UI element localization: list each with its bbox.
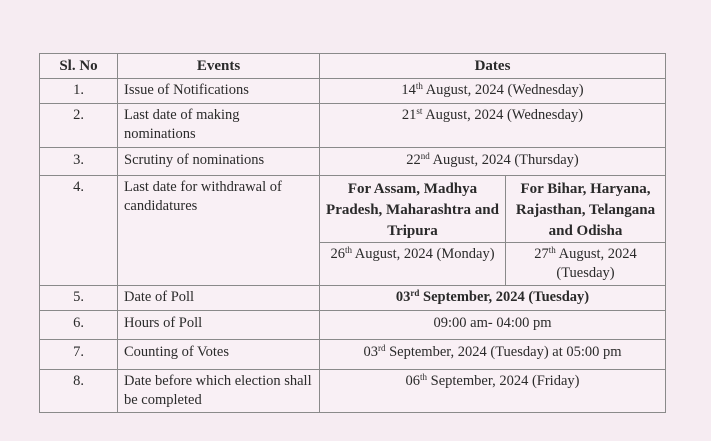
table-row — [40, 104, 666, 148]
date-suffix: st — [416, 106, 423, 116]
state-group-b-label: For Bihar, Haryana, Rajasthan, Telangana and Odisha — [506, 176, 666, 243]
date-day: 27 — [534, 246, 549, 262]
event-cell: Hours of Poll — [118, 311, 320, 340]
date-rest: August, 2024 (Monday) — [351, 246, 495, 262]
state-group-a-label: For Assam, Madhya Pradesh, Maharashtra and Tripura — [320, 176, 506, 243]
date-suffix: th — [420, 372, 428, 382]
date-suffix: rd — [410, 288, 420, 298]
date-day: 03 — [363, 344, 378, 360]
date-cell — [320, 79, 666, 104]
date-day: 14 — [401, 82, 416, 98]
table-row — [40, 148, 666, 176]
state-group-a-date — [320, 243, 506, 286]
date-rest: September, 2024 (Tuesday) — [419, 289, 590, 305]
table-row — [40, 340, 666, 370]
date-day: 26 — [330, 246, 345, 262]
sl-no-cell: 2. — [40, 104, 118, 148]
table-row — [40, 286, 666, 311]
header-row — [40, 54, 666, 79]
date-day: 21 — [401, 107, 417, 123]
date-cell — [320, 370, 666, 413]
table-row — [40, 176, 666, 243]
date-suffix: th — [415, 81, 423, 91]
date-cell — [320, 104, 666, 148]
event-cell: Last date of making nominations — [118, 104, 320, 148]
event-cell: Date of Poll — [118, 286, 320, 311]
date-cell — [320, 340, 666, 370]
election-schedule-table — [39, 53, 666, 413]
header-sl-no: Sl. No — [40, 54, 118, 79]
date-cell: 09:00 am- 04:00 pm — [320, 311, 666, 340]
header-dates: Dates — [320, 54, 666, 79]
date-cell — [320, 286, 666, 311]
date-day: 06 — [405, 373, 421, 389]
sl-no-cell: 3. — [40, 148, 118, 176]
date-day: 22 — [406, 152, 421, 168]
sl-no-cell: 4. — [40, 176, 118, 286]
table-row — [40, 311, 666, 340]
event-cell: Counting of Votes — [118, 340, 320, 370]
date-rest: September, 2024 (Tuesday) at 05:00 pm — [385, 344, 622, 360]
date-suffix: rd — [377, 343, 386, 353]
header-events: Events — [118, 54, 320, 79]
date-suffix: nd — [420, 151, 430, 161]
date-rest: August, 2024 (Tuesday) — [555, 246, 637, 281]
date-suffix: th — [548, 245, 556, 255]
date-rest: September, 2024 (Friday) — [427, 373, 580, 389]
sl-no-cell: 5. — [40, 286, 118, 311]
state-group-b-date — [506, 243, 666, 286]
event-cell: Issue of Notifications — [118, 79, 320, 104]
sl-no-cell: 8. — [40, 370, 118, 413]
date-cell — [320, 148, 666, 176]
sl-no-cell: 1. — [40, 79, 118, 104]
table-row — [40, 370, 666, 413]
date-suffix: th — [344, 245, 352, 255]
table-row — [40, 79, 666, 104]
event-cell: Date before which election shall be completed — [118, 370, 320, 413]
date-rest: August, 2024 (Wednesday) — [422, 82, 584, 98]
sl-no-cell: 6. — [40, 311, 118, 340]
event-cell: Scrutiny of nominations — [118, 148, 320, 176]
date-rest: August, 2024 (Wednesday) — [422, 107, 584, 123]
sl-no-cell: 7. — [40, 340, 118, 370]
date-day: 03 — [395, 289, 411, 305]
event-cell: Last date for withdrawal of candidatures — [118, 176, 320, 286]
date-rest: August, 2024 (Thursday) — [429, 152, 579, 168]
